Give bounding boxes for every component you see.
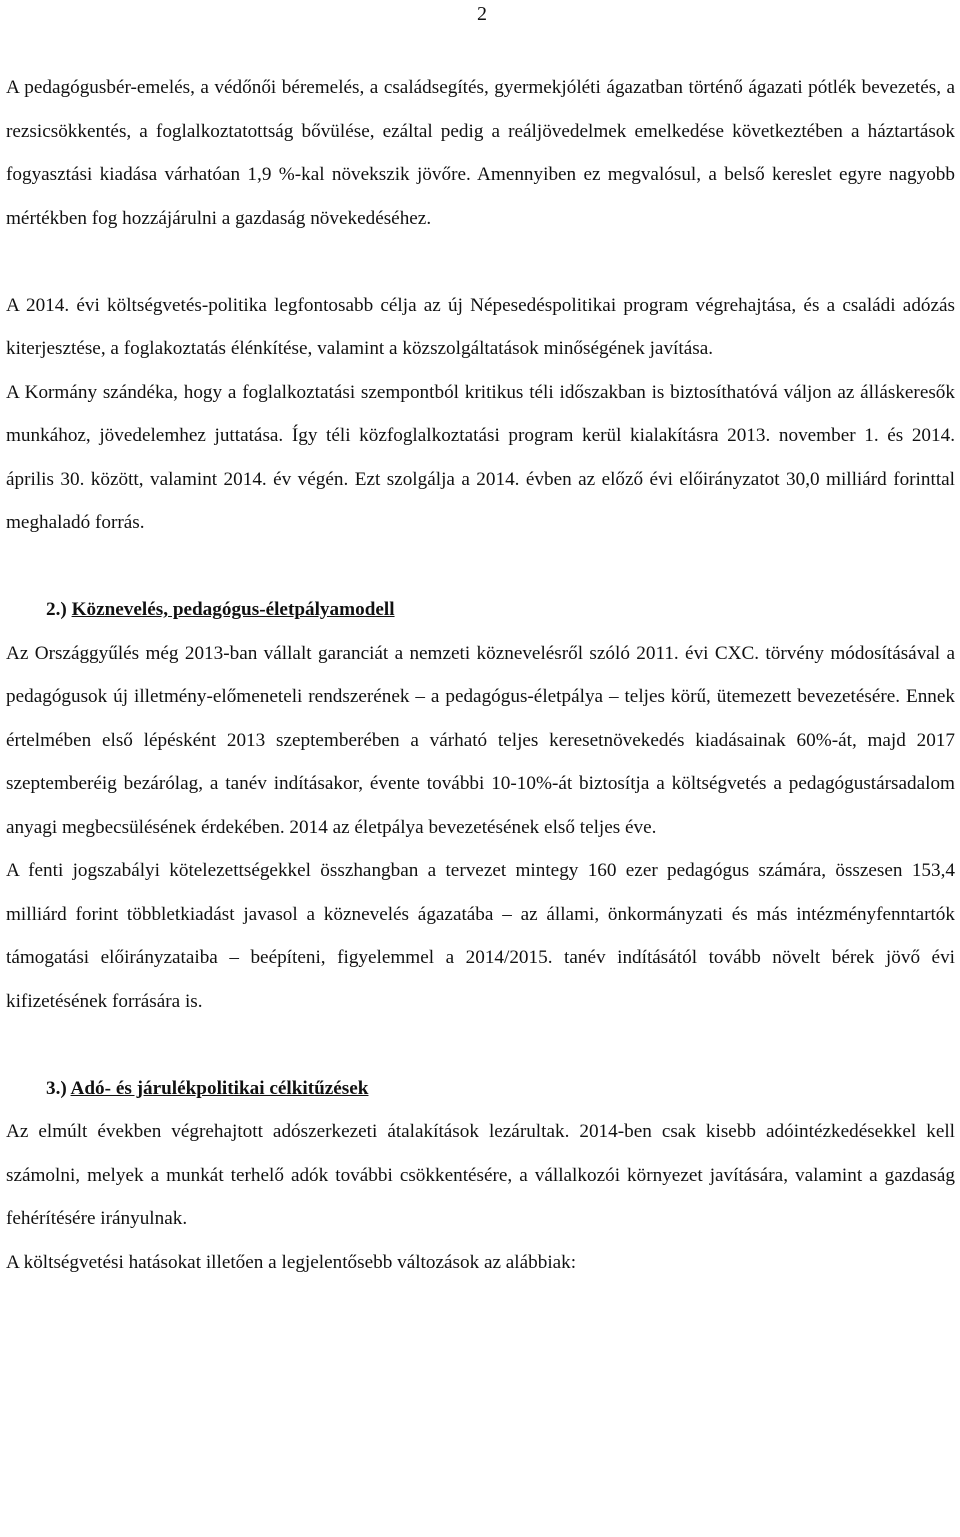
paragraph-teacher-career-model: Az Országgyűlés még 2013-ban vállalt garanciát a nemzeti köznevelésről szóló 2011. évi CXC. törvény módosításával a pedagógusok új illetmény-előmeneteli rendszerének – a pedagógus-életpálya – teljes körű, ütemezett bevezetésére. Ennek értelmében első lépésként 2013 szeptemberében a várható teljes keresetnövekedés kiadásainak 60%-át, majd 2017 szeptemberéig bezárólag, a tanév indításakor, évente további 10-10%-át biztosítja a költségvetés a pedagógustársadalom anyagi megbecsülésének érdekében. 2014 az életpálya bevezetésének első teljes éve.: [6, 642, 955, 838]
paragraph-public-work-program: A Kormány szándéka, hogy a foglalkoztatási szempontból kritikus téli időszakban is biztosíthatóvá váljon az álláskeresők munkához, jövedelemhez juttatása. Így téli közfoglalkoztatási program kerül kialakításra 2013. november 1. és 2014. április 30. között, valamint 2014. év végén. Ezt szolgálja a 2014. évben az előző évi előirányzatot 30,0 milliárd forinttal meghaladó forrás.: [6, 381, 955, 533]
section-title: Adó- és járulékpolitikai célkitűzések: [70, 1077, 369, 1099]
paragraph-teacher-extra-expenditure: A fenti jogszabályi kötelezettségekkel összhangban a tervezet mintegy 160 ezer pedagógus számára, összesen 153,4 milliárd forint többletkiadást javasol a köznevelés ágazatába – az állami, önkormányzati és más intézményfenntartók támogatási előirányzataiba – beépíteni, figyelemmel a 2014/2015. tanév indításától tovább növelt bérek jövő évi kifizetésének forrására is.: [6, 860, 955, 1012]
section-heading-tax-policy: [6, 1067, 955, 1111]
document-body: [6, 66, 955, 1284]
paragraph-tax-restructuring: Az elmúlt években végrehajtott adószerkezeti átalakítások lezárultak. 2014-ben csak kisebb adóintézkedésekkel kell számolni, melyek a munkát terhelő adók további csökkentésére, a vállalkozói környezet javítására, valamint a gazdaság fehérítésére irányulnak.: [6, 1121, 955, 1229]
section-title: Köznevelés, pedagógus-életpályamodell: [71, 599, 395, 620]
page-number: 2: [477, 3, 487, 25]
section-heading-education: [6, 588, 955, 632]
section-number: 2.): [46, 599, 67, 620]
paragraph-budget-policy-goals: A 2014. évi költségvetés-politika legfontosabb célja az új Népesedéspolitikai program végrehajtása, és a családi adózás kiterjesztése, a foglakoztatás élénkítése, valamint a közszolgáltatások minőségének javítása.: [6, 294, 955, 359]
paragraph-household-consumption: A pedagógusbér-emelés, a védőnői béremelés, a családsegítés, gyermekjóléti ágazatban történő ágazati pótlék bevezetés, a rezsicsökkentés, a foglalkoztatottság bővülése, ezáltal pedig a reáljövedelmek emelkedése következtében a háztartások fogyasztási kiadása várhatóan 1,9 %-kal növekszik jövőre. Amennyiben ez megvalósul, a belső kereslet egyre nagyobb mértékben fog hozzájárulni a gazdaság növekedéséhez.: [6, 77, 955, 229]
section-number: 3.): [46, 1077, 67, 1099]
paragraph-budget-effects-intro: A költségvetési hatásokat illetően a legjelentősebb változások az alábbiak:: [6, 1251, 577, 1273]
